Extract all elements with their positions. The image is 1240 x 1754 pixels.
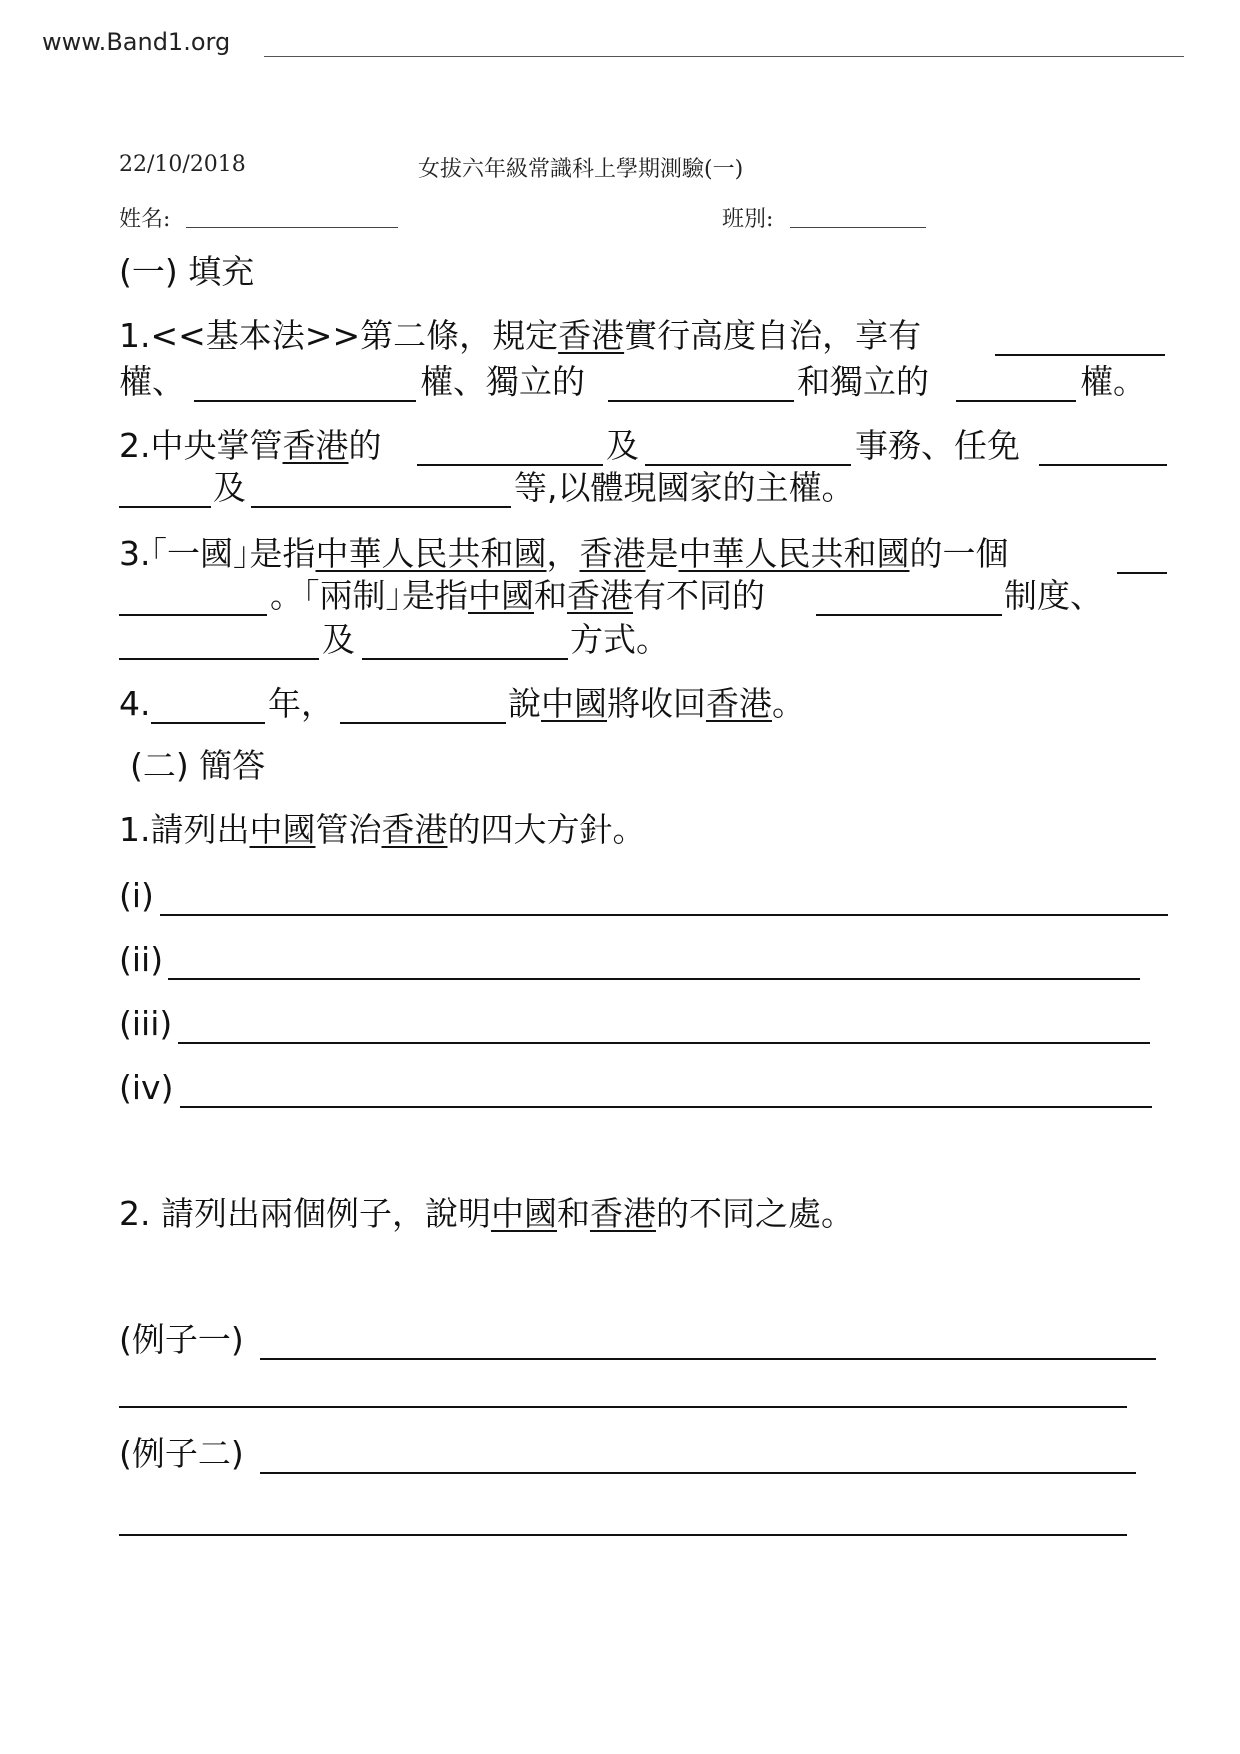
q1-num: 1. bbox=[119, 316, 151, 355]
q4-china: 中國 bbox=[541, 684, 607, 723]
q1-line1 bbox=[119, 314, 921, 358]
q2-num: 2. bbox=[119, 426, 151, 465]
q3-text-m: 制度、 bbox=[1004, 576, 1103, 615]
q2-blank-3[interactable] bbox=[1039, 464, 1167, 466]
q4-line bbox=[508, 682, 805, 726]
example2-label: (例子二) bbox=[119, 1434, 244, 1473]
section1-heading: (一) 填充 bbox=[119, 252, 255, 291]
q2-line1 bbox=[119, 424, 382, 468]
example1-label: (例子一) bbox=[119, 1320, 244, 1359]
q1-text-d: 權、 bbox=[119, 362, 185, 401]
answer-line-ii[interactable] bbox=[168, 978, 1140, 980]
q4-text-f: 。 bbox=[772, 684, 805, 723]
s2-q2-text-e: 的不同之處。 bbox=[655, 1194, 854, 1233]
s2-q2-hongkong: 香港 bbox=[589, 1194, 656, 1233]
answer-label-ii: (ii) bbox=[119, 940, 164, 979]
q3-text-l: 有不同的 bbox=[633, 576, 765, 615]
q4-blank-2[interactable] bbox=[340, 722, 506, 724]
q3-text-n: 及 bbox=[322, 620, 355, 659]
q3-blank-2[interactable] bbox=[816, 614, 1002, 616]
s2-q1-line bbox=[119, 808, 646, 852]
exam-title: 女拔六年級常識科上學期測驗(一) bbox=[418, 157, 744, 182]
q4-text-a: 年， bbox=[268, 684, 334, 723]
s2-q1-text-c: 管治 bbox=[315, 810, 382, 849]
s2-q2-line bbox=[119, 1192, 854, 1236]
s2-q1-text-a: 1.請列出 bbox=[119, 810, 250, 849]
class-label: 班別: bbox=[722, 207, 774, 232]
q3-text-o: 方式。 bbox=[570, 620, 669, 659]
site-url: www.Band1.org bbox=[42, 28, 231, 56]
section2-heading: (二) 簡答 bbox=[130, 746, 266, 785]
q2-blank-3b[interactable] bbox=[119, 506, 211, 508]
q1-hongkong: 香港 bbox=[558, 316, 625, 355]
q2-hongkong: 香港 bbox=[282, 426, 349, 465]
answer-label-iii: (iii) bbox=[119, 1004, 173, 1043]
s2-q1-china: 中國 bbox=[249, 810, 316, 849]
s2-q2-text-a: 2. 請列出兩個例子，說明 bbox=[119, 1194, 491, 1233]
answer-line-iii[interactable] bbox=[178, 1042, 1150, 1044]
q3-text-c: ， bbox=[546, 534, 580, 573]
q2-text-d: 及 bbox=[606, 426, 639, 465]
exam-date: 22/10/2018 bbox=[119, 152, 246, 177]
q1-blank-4[interactable] bbox=[956, 400, 1076, 402]
q3-blank-4[interactable] bbox=[362, 658, 568, 660]
q1-text-e: 權、獨立的 bbox=[420, 362, 585, 401]
q3-text-h: 。｢兩制｣是指 bbox=[270, 576, 468, 615]
q3-prc-2: 中華人民共和國 bbox=[678, 534, 910, 573]
class-field[interactable] bbox=[790, 227, 926, 228]
q2-text-e: 事務、任免 bbox=[855, 426, 1020, 465]
answer-label-iv: (iv) bbox=[119, 1068, 174, 1107]
name-field[interactable] bbox=[186, 227, 398, 228]
q3-prc-1: 中華人民共和國 bbox=[315, 534, 547, 573]
s2-q1-hongkong: 香港 bbox=[381, 810, 448, 849]
q3-blank-3[interactable] bbox=[119, 658, 319, 660]
q3-text-j: 和 bbox=[534, 576, 567, 615]
example1-line-1[interactable] bbox=[260, 1358, 1156, 1360]
q3-blank-1[interactable] bbox=[1117, 572, 1167, 574]
q3-text-e: 是 bbox=[645, 534, 679, 573]
q4-text-d: 將收回 bbox=[607, 684, 706, 723]
q1-blank-2[interactable] bbox=[194, 400, 416, 402]
q2-text-a: 中央掌管 bbox=[150, 426, 283, 465]
q1-text-a: <<基本法>>第二條，規定 bbox=[150, 316, 559, 355]
q2-text-c: 的 bbox=[348, 426, 382, 465]
q3-blank-1b[interactable] bbox=[119, 614, 267, 616]
header-divider bbox=[264, 56, 1184, 57]
q1-text-f: 和獨立的 bbox=[797, 362, 929, 401]
q4-num: 4. bbox=[119, 684, 151, 723]
answer-label-i: (i) bbox=[119, 876, 154, 915]
s2-q2-text-c: 和 bbox=[556, 1194, 590, 1233]
s2-q1-text-e: 的四大方針。 bbox=[447, 810, 646, 849]
q3-text-g: 的一個 bbox=[909, 534, 1009, 573]
q1-blank-1[interactable] bbox=[995, 354, 1165, 356]
q1-blank-3[interactable] bbox=[608, 400, 794, 402]
name-label: 姓名: bbox=[119, 207, 171, 232]
q3-num: 3. bbox=[119, 534, 151, 573]
answer-line-iv[interactable] bbox=[180, 1106, 1152, 1108]
q2-text-f: 及 bbox=[213, 468, 246, 507]
s2-q2-china: 中國 bbox=[490, 1194, 557, 1233]
q3-hongkong-1: 香港 bbox=[579, 534, 646, 573]
q4-hongkong: 香港 bbox=[706, 684, 772, 723]
example2-line-2[interactable] bbox=[119, 1534, 1127, 1536]
q4-blank-1[interactable] bbox=[151, 722, 265, 724]
q3-text-a: ｢一國｣是指 bbox=[150, 534, 316, 573]
q1-text-c: 實行高度自治，享有 bbox=[624, 316, 922, 355]
q2-text-g: 等,以體現國家的主權。 bbox=[514, 468, 855, 507]
example1-line-2[interactable] bbox=[119, 1406, 1127, 1408]
q3-line2 bbox=[270, 574, 765, 618]
q3-line1 bbox=[119, 532, 1009, 576]
answer-line-i[interactable] bbox=[160, 914, 1168, 916]
q1-text-g: 權。 bbox=[1080, 362, 1146, 401]
q2-blank-4[interactable] bbox=[251, 506, 511, 508]
example2-line-1[interactable] bbox=[260, 1472, 1136, 1474]
q3-china: 中國 bbox=[468, 576, 534, 615]
q3-hongkong-2: 香港 bbox=[567, 576, 633, 615]
q4-text-b: 說 bbox=[508, 684, 541, 723]
